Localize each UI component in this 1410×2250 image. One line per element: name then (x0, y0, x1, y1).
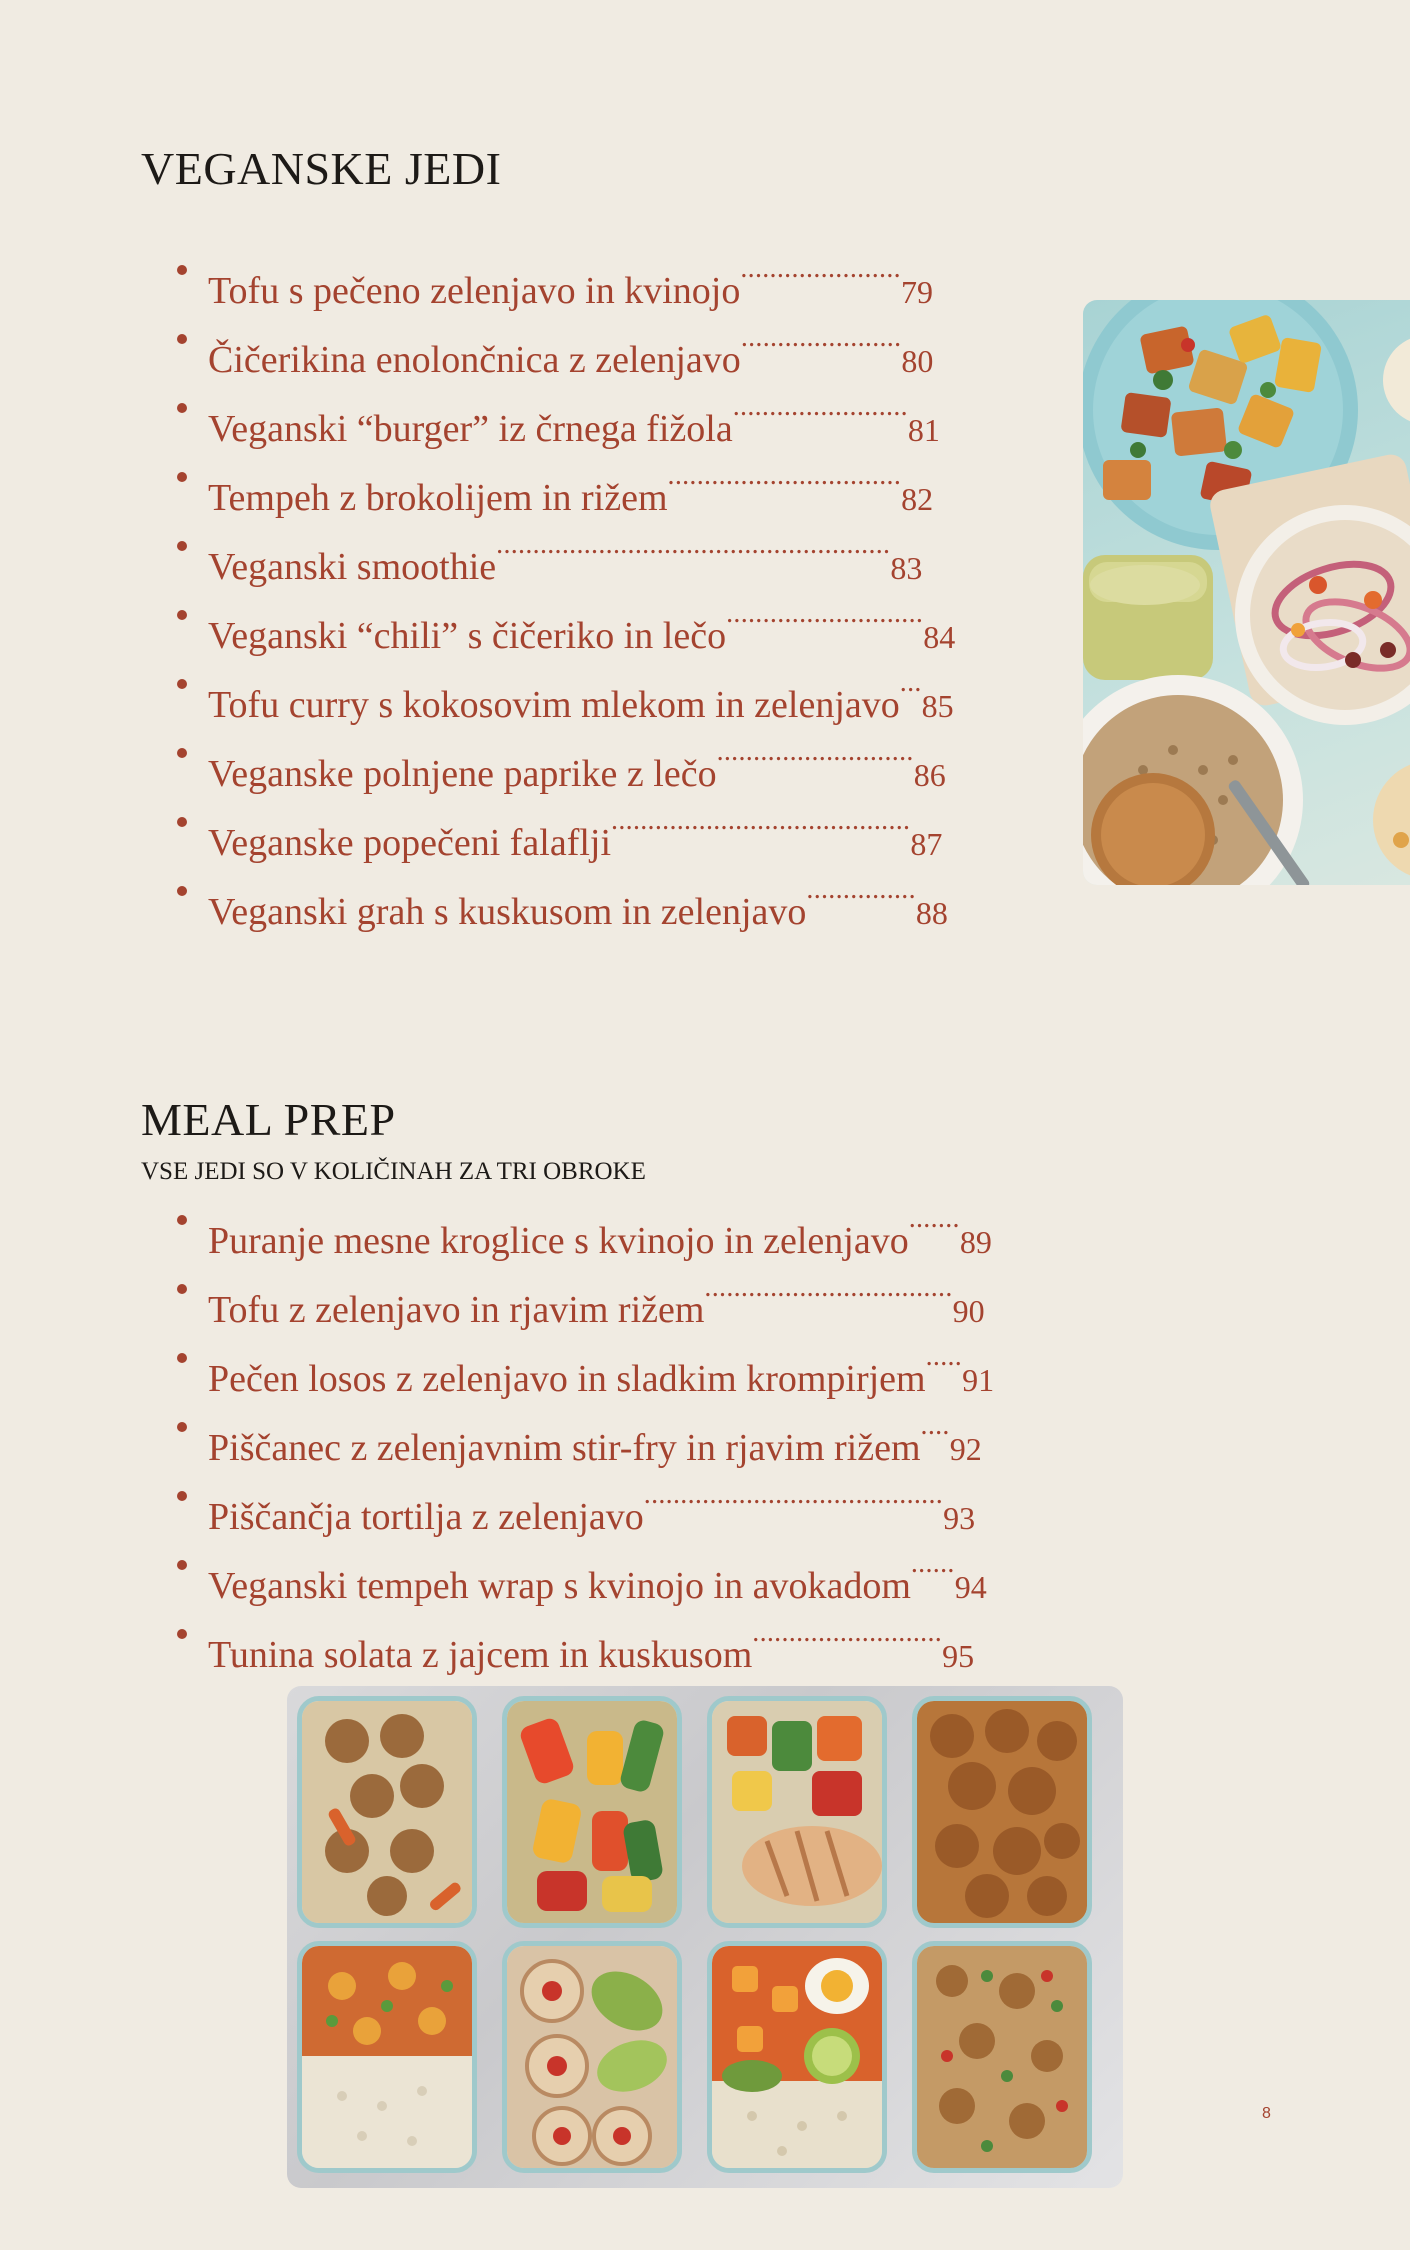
toc-item[interactable]: Veganske polnjene paprike z lečo...........................86 (177, 717, 955, 786)
container-wraps (502, 1941, 682, 2173)
toc-item[interactable]: Veganske popečeni falaflji.........................................87 (177, 786, 955, 855)
container-fried-chicken (912, 1696, 1092, 1928)
container-chicken-veg (707, 1696, 887, 1928)
toc-item[interactable]: Veganski “chili” s čičeriko in lečo...........................84 (177, 579, 955, 648)
container-meatballs (297, 1696, 477, 1928)
toc-item[interactable]: Tofu z zelenjavo in rjavim rižem..................................90 (177, 1253, 994, 1322)
mealprep-toc-list (177, 1184, 995, 1676)
toc-item[interactable]: Tunina solata z jajcem in kuskusom..........................95 (177, 1598, 994, 1667)
container-egg-soup (707, 1941, 887, 2173)
vegan-section-title: VEGANSKE JEDI (141, 143, 502, 194)
toc-item[interactable]: Tofu s pečeno zelenjavo in kvinojo......................79 (177, 234, 955, 303)
container-chicken-bean (912, 1941, 1092, 2173)
container-stirfry-rice (297, 1941, 477, 2173)
toc-item[interactable]: Piščančja tortilja z zelenjavo.........................................93 (177, 1460, 994, 1529)
mealprep-section-title: MEAL PREP (141, 1094, 396, 1145)
toc-item[interactable]: Čičerikina enolončnica z zelenjavo......................80 (177, 303, 955, 372)
toc-item[interactable]: Tempeh z brokolijem in rižem................................82 (177, 441, 955, 510)
toc-item[interactable]: Tofu curry s kokosovim mlekom in zelenjavo...85 (177, 648, 955, 717)
vegan-toc-list (177, 234, 956, 933)
toc-item[interactable]: Veganski grah s kuskusom in zelenjavo...............88 (177, 855, 955, 924)
meal-prep-containers-photo (287, 1686, 1123, 2188)
toc-item[interactable]: Puranje mesne kroglice s kvinojo in zelenjavo.......89 (177, 1184, 994, 1253)
toc-item[interactable]: Veganski “burger” iz črnega fižola........................81 (177, 372, 955, 441)
mealprep-subtitle: VSE JEDI SO V KOLIČINAH ZA TRI OBROKE (141, 1158, 646, 1185)
vegan-dishes-photo (1083, 300, 1410, 885)
container-veggies (502, 1696, 682, 1928)
toc-item[interactable]: Pečen losos z zelenjavo in sladkim krompirjem.....91 (177, 1322, 994, 1391)
toc-item[interactable]: Veganski smoothie......................................................83 (177, 510, 955, 579)
toc-item[interactable]: Veganski tempeh wrap s kvinojo in avokadom......94 (177, 1529, 994, 1598)
page-number: 8 (1262, 2105, 1271, 2122)
toc-item[interactable]: Piščanec z zelenjavnim stir-fry in rjavim rižem....92 (177, 1391, 994, 1460)
